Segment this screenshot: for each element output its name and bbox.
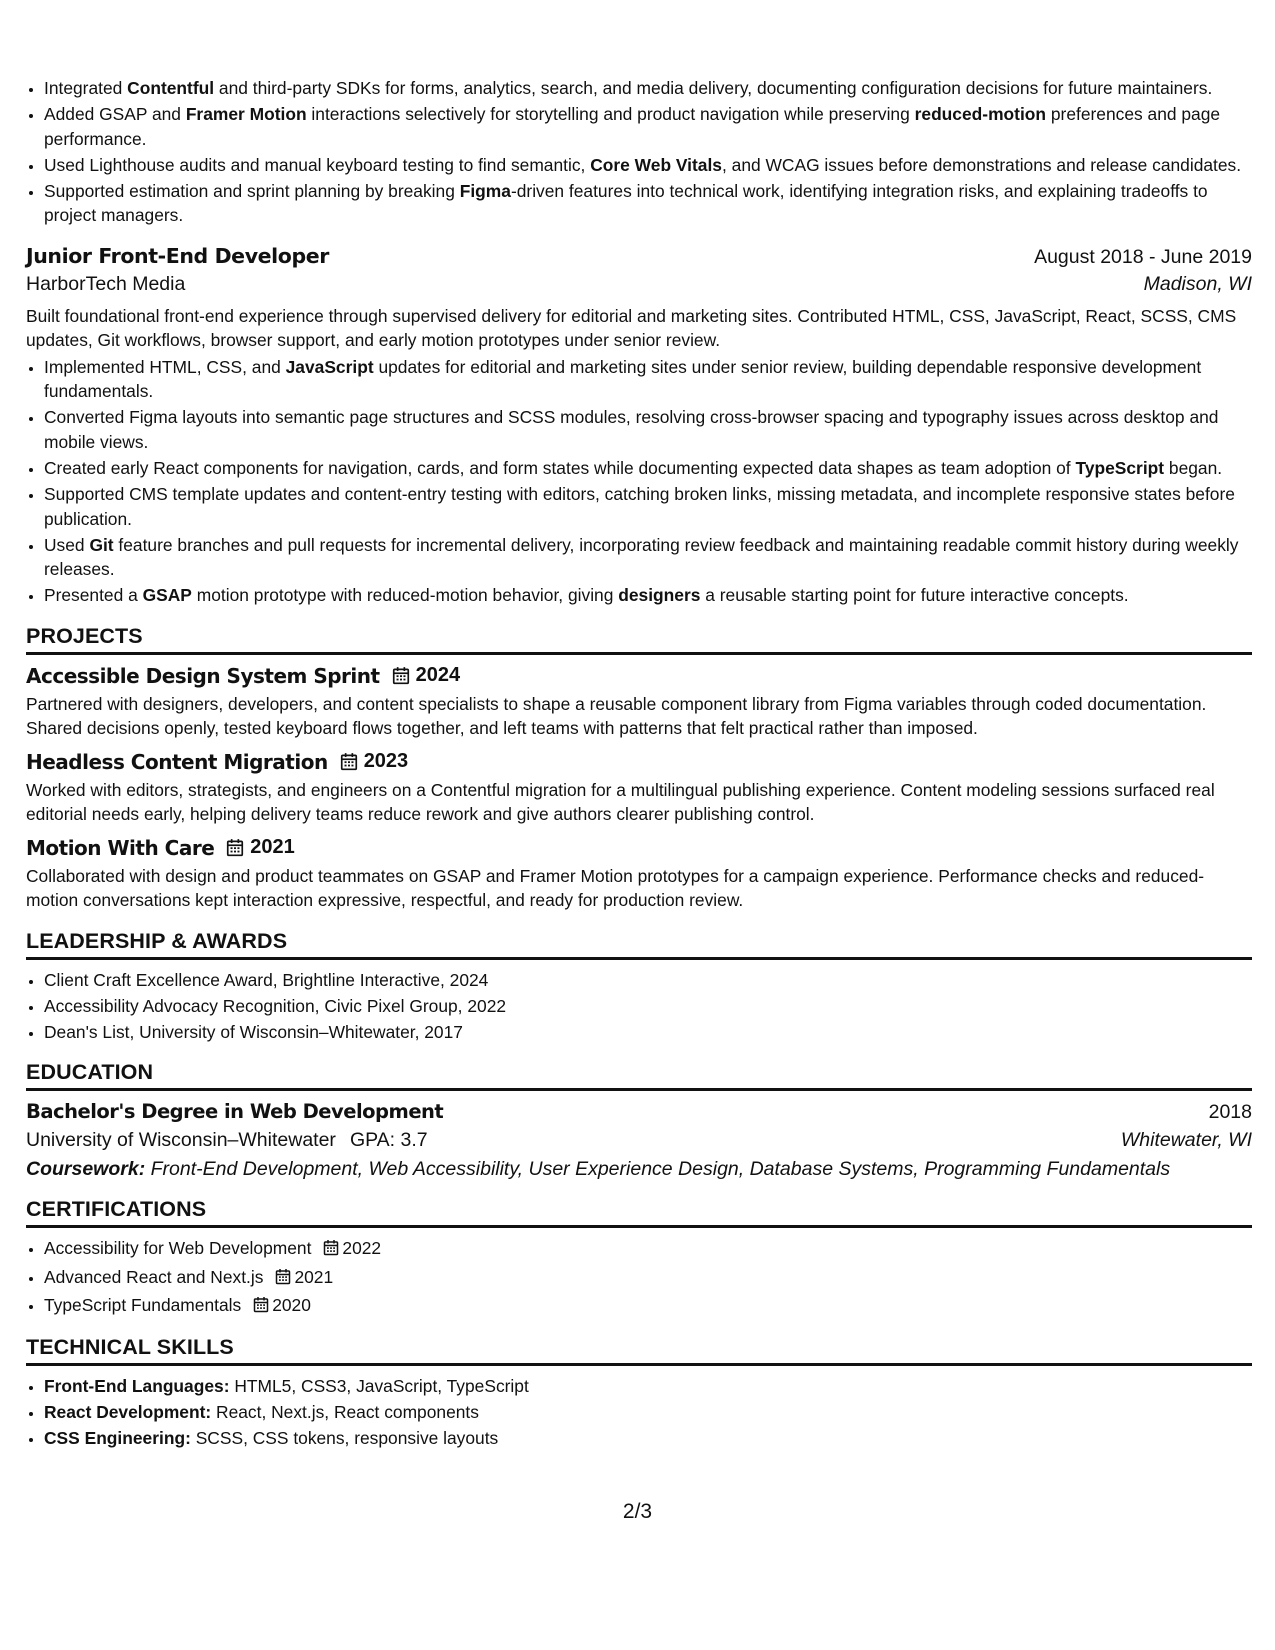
education-coursework bbox=[26, 1158, 1252, 1181]
project-description: Worked with editors, strategists, and engineers on a Contentful migration for a multilingual publishing experience. Content modeling sessions surfaced real editorial needs early, helping delivery teams reduce rework and give authors clearer publishing control. bbox=[26, 779, 1215, 825]
award-item: • Client Craft Excellence Award, Brightline Interactive, 2024 bbox=[44, 968, 1252, 993]
project-name: Motion With Care bbox=[26, 835, 215, 860]
job-summary: Built foundational front-end experience through supervised delivery for editorial and marketing sites. Contributed HTML, CSS, JavaScript, React, SCSS, CMS updates, Git workflows, browser support, and early motion prototypes under senior review. bbox=[26, 305, 1237, 351]
education-degree: Bachelor's Degree in Web Development bbox=[26, 1100, 444, 1124]
awards-list bbox=[26, 968, 1252, 1045]
calendar-icon bbox=[340, 752, 358, 771]
certifications-list bbox=[26, 1236, 1252, 1319]
bullet-text: Implemented HTML, CSS, and bbox=[44, 356, 286, 377]
calendar-icon bbox=[392, 666, 410, 685]
bold-keyword: Core Web Vitals bbox=[590, 154, 722, 175]
job-bullets bbox=[26, 355, 1252, 608]
coursework-list: Front-End Development, Web Accessibility, User Experience Design, Database Systems, Programming Fundamentals bbox=[145, 1158, 1171, 1181]
certification-name: Advanced React and Next.js bbox=[44, 1266, 264, 1287]
education-school-line bbox=[26, 1129, 428, 1152]
bullet-text: interactions selectively for storytelling and product navigation while preserving bbox=[306, 104, 915, 125]
bullet-text: began. bbox=[1164, 457, 1223, 478]
job-header bbox=[26, 244, 1252, 269]
job-dates: August 2018 - June 2019 bbox=[1034, 245, 1252, 268]
skill-value: SCSS, CSS tokens, responsive layouts bbox=[190, 1428, 499, 1449]
bold-keyword: TypeScript bbox=[1075, 457, 1165, 478]
bullet-item bbox=[44, 533, 1252, 582]
bullet-text: Supported estimation and sprint planning by breaking bbox=[44, 180, 460, 201]
certification-year: 2020 bbox=[272, 1294, 311, 1315]
project-name: Headless Content Migration bbox=[26, 749, 328, 774]
bold-keyword: GSAP bbox=[142, 585, 192, 606]
skill-label: Front-End Languages: bbox=[44, 1376, 230, 1397]
bold-keyword: Contentful bbox=[127, 78, 215, 98]
bullet-text: updates for editorial and marketing sites under senior review, building dependable responsive development fundamentals. bbox=[44, 356, 1202, 402]
skills-list bbox=[26, 1374, 1252, 1451]
job-subheader bbox=[26, 273, 1252, 296]
project-year: 2021 bbox=[250, 836, 295, 859]
project-name: Accessible Design System Sprint bbox=[26, 663, 380, 688]
bullet-item bbox=[44, 456, 1252, 481]
skills-heading: TECHNICAL SKILLS bbox=[26, 1335, 1252, 1366]
projects-list bbox=[26, 664, 1252, 913]
page-number: 2/3 bbox=[622, 1500, 653, 1523]
bullet-item bbox=[44, 482, 1252, 531]
bullet-text: and third-party SDKs for forms, analytics, search, and media delivery, documenting configuration decisions for future maintainers. bbox=[214, 78, 1213, 98]
calendar-icon bbox=[275, 1267, 291, 1292]
certification-year: 2021 bbox=[294, 1266, 334, 1287]
bold-keyword: Git bbox=[89, 534, 114, 555]
bold-keyword: JavaScript bbox=[285, 356, 374, 377]
bold-keyword: designers bbox=[618, 585, 701, 606]
skill-item bbox=[44, 1374, 1252, 1399]
calendar-icon bbox=[253, 1295, 269, 1320]
bullet-text: Added GSAP and bbox=[44, 104, 186, 125]
bullet-text: Created early React components for navigation, cards, and form states while documenting expected data shapes as team adoption of bbox=[44, 457, 1076, 478]
project-description: Partnered with designers, developers, and content specialists to shape a reusable component library from Figma variables through coded documentation. Shared decisions openly, tested keyboard flows together, and left teams with patterns that felt practical rather than imposed. bbox=[26, 693, 1207, 739]
bullet-text: feature branches and pull requests for incremental delivery, incorporating review feedback and maintaining readable commit history during weekly releases. bbox=[44, 534, 1239, 580]
certification-item bbox=[44, 1293, 1252, 1320]
calendar-icon bbox=[323, 1238, 339, 1263]
certification-item bbox=[44, 1265, 1252, 1292]
bullet-item bbox=[44, 76, 1252, 101]
education-header bbox=[26, 1100, 1252, 1124]
bullet-text: -driven features into technical work, identifying integration risks, and explaining tradeoffs to project managers. bbox=[44, 180, 1208, 226]
education-subheader bbox=[26, 1129, 1252, 1152]
skill-label: CSS Engineering: bbox=[44, 1428, 191, 1449]
education-location: Whitewater, WI bbox=[1120, 1129, 1252, 1152]
job-company: HarborTech Media bbox=[26, 272, 186, 295]
bullet-item bbox=[44, 179, 1252, 228]
certification-name: TypeScript Fundamentals bbox=[44, 1294, 242, 1315]
bullet-item bbox=[44, 405, 1252, 454]
skill-item bbox=[44, 1400, 1252, 1425]
bullet-text: Used Lighthouse audits and manual keyboard testing to find semantic, bbox=[44, 154, 591, 175]
project-description: Collaborated with design and product teammates on GSAP and Framer Motion prototypes for a campaign experience. Performance checks and reduced-motion conversations kept interaction expressive, respectful, and ready for production review. bbox=[26, 865, 1205, 911]
skill-label: React Development: bbox=[44, 1402, 212, 1423]
project-year: 2023 bbox=[363, 750, 409, 773]
awards-heading: LEADERSHIP & AWARDS bbox=[26, 929, 1252, 960]
bullet-text: Used bbox=[44, 534, 90, 555]
certifications-heading: CERTIFICATIONS bbox=[26, 1197, 1252, 1228]
project-year: 2024 bbox=[415, 664, 461, 687]
certification-item bbox=[44, 1236, 1252, 1263]
education-school: University of Wisconsin–Whitewater bbox=[26, 1129, 336, 1152]
project-header bbox=[26, 836, 1252, 860]
bullet-text: a reusable starting point for future interactive concepts. bbox=[700, 585, 1129, 606]
bullet-text: preferences and page performance. bbox=[44, 104, 1221, 149]
bullet-text: Presented a bbox=[44, 585, 143, 606]
bullet-item bbox=[44, 102, 1252, 151]
bullet-item bbox=[44, 153, 1252, 178]
calendar-icon bbox=[226, 838, 244, 857]
certification-name: Accessibility for Web Development bbox=[44, 1238, 312, 1259]
education-year: 2018 bbox=[1208, 1101, 1252, 1124]
project-header bbox=[26, 664, 1252, 688]
bullet-text: Integrated bbox=[44, 78, 128, 98]
education-heading: EDUCATION bbox=[26, 1060, 1252, 1091]
prev-job-bullets bbox=[26, 76, 1252, 228]
bullet-text: Supported CMS template updates and content-entry testing with editors, catching broken links, missing metadata, and incomplete responsive states before publication. bbox=[44, 484, 1235, 529]
certification-year: 2022 bbox=[342, 1238, 382, 1259]
bullet-text: , and WCAG issues before demonstrations and release candidates. bbox=[721, 154, 1242, 175]
projects-heading: PROJECTS bbox=[26, 624, 1252, 655]
job-location: Madison, WI bbox=[1143, 272, 1252, 295]
award-item: • Dean's List, University of Wisconsin–Whitewater, 2017 bbox=[44, 1020, 1252, 1045]
skill-item bbox=[44, 1426, 1252, 1451]
bold-keyword: reduced-motion bbox=[914, 104, 1047, 125]
skill-value: HTML5, CSS3, JavaScript, TypeScript bbox=[229, 1376, 529, 1397]
bullet-item bbox=[44, 355, 1252, 404]
resume-page bbox=[26, 76, 1252, 1452]
education-gpa: GPA: 3.7 bbox=[349, 1129, 428, 1152]
award-item: • Accessibility Advocacy Recognition, Civic Pixel Group, 2022 bbox=[44, 994, 1252, 1019]
bullet-text: Converted Figma layouts into semantic page structures and SCSS modules, resolving cross-browser spacing and typography issues across desktop and mobile views. bbox=[44, 407, 1219, 452]
project-header bbox=[26, 750, 1252, 774]
bullet-text: motion prototype with reduced-motion behavior, giving bbox=[191, 585, 619, 606]
coursework-label: Coursework: bbox=[26, 1158, 146, 1181]
bullet-item bbox=[44, 583, 1252, 608]
skill-value: React, Next.js, React components bbox=[211, 1402, 479, 1423]
bold-keyword: Figma bbox=[459, 180, 511, 201]
bold-keyword: Framer Motion bbox=[185, 104, 307, 125]
job-title: Junior Front-End Developer bbox=[26, 243, 329, 268]
